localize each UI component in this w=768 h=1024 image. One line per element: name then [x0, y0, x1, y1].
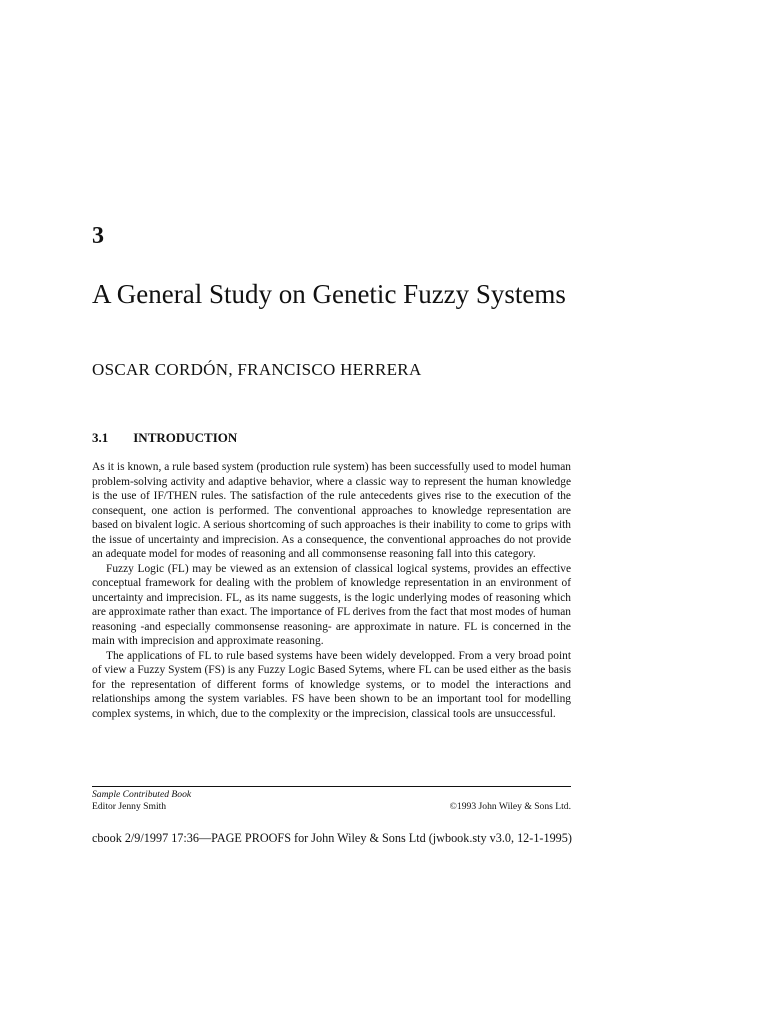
- footnote-editor: Editor Jenny Smith: [92, 801, 167, 812]
- chapter-number: 3: [92, 223, 104, 249]
- section-title: INTRODUCTION: [133, 430, 238, 445]
- paragraph-1: As it is known, a rule based system (production rule system) has been successfully used to model human problem-solving activity and adaptive behavior, where a classic way to represent the human knowledge is the use of IF/THEN rules. The satisfaction of the rule antecedents gives rise to the execution of the consequent, one action is performed. The conventional approaches to knowledge representation are based on bivalent logic. A serious shortcoming of such approaches is their inability to come to grips with the issue of uncertainty and imprecision. As a consequence, the conventional approaches do not provide an adequate model for modes of reasoning and all commonsense reasoning fall into this category.: [92, 461, 571, 560]
- page-proof-footer: cbook 2/9/1997 17:36—PAGE PROOFS for John Wiley & Sons Ltd (jwbook.sty v3.0, 12-1-1995): [92, 831, 572, 845]
- footnote-row: [92, 801, 571, 813]
- chapter-title: A General Study on Genetic Fuzzy Systems: [92, 279, 566, 309]
- footnote: [92, 789, 571, 813]
- paragraph-2: Fuzzy Logic (FL) may be viewed as an extension of classical logical systems, provides an effective conceptual framework for dealing with the problem of knowledge representation in an environment of uncertainty and imprecision. FL, as its name suggests, is the logic underlying modes of reasoning which are approximate rather than exact. The importance of FL derives from the fact that most modes of human reasoning -and especially commonsense reasoning- are approximate in nature. FL is concerned in the main with imprecision and approximate reasoning.: [92, 562, 571, 647]
- footnote-copyright: ©1993 John Wiley & Sons Ltd.: [449, 801, 571, 812]
- paragraph-3: The applications of FL to rule based systems have been widely developped. From a very broad point of view a Fuzzy System (FS) is any Fuzzy Logic Based Sytems, where FL can be used either as the basis for the representation of different forms of knowledge systems, or to model the interactions and relationships among the system variables. FS have been shown to be an important tool for modelling complex systems, in which, due to the complexity or the imprecision, classical tools are unsuccessful.: [92, 649, 571, 720]
- body-text: [92, 460, 571, 721]
- chapter-authors: OSCAR CORDÓN, FRANCISCO HERRERA: [92, 360, 422, 379]
- section-number: 3.1: [92, 430, 109, 445]
- section-heading: [92, 430, 237, 446]
- footnote-rule: [92, 786, 571, 787]
- footnote-book: Sample Contributed Book: [92, 789, 192, 800]
